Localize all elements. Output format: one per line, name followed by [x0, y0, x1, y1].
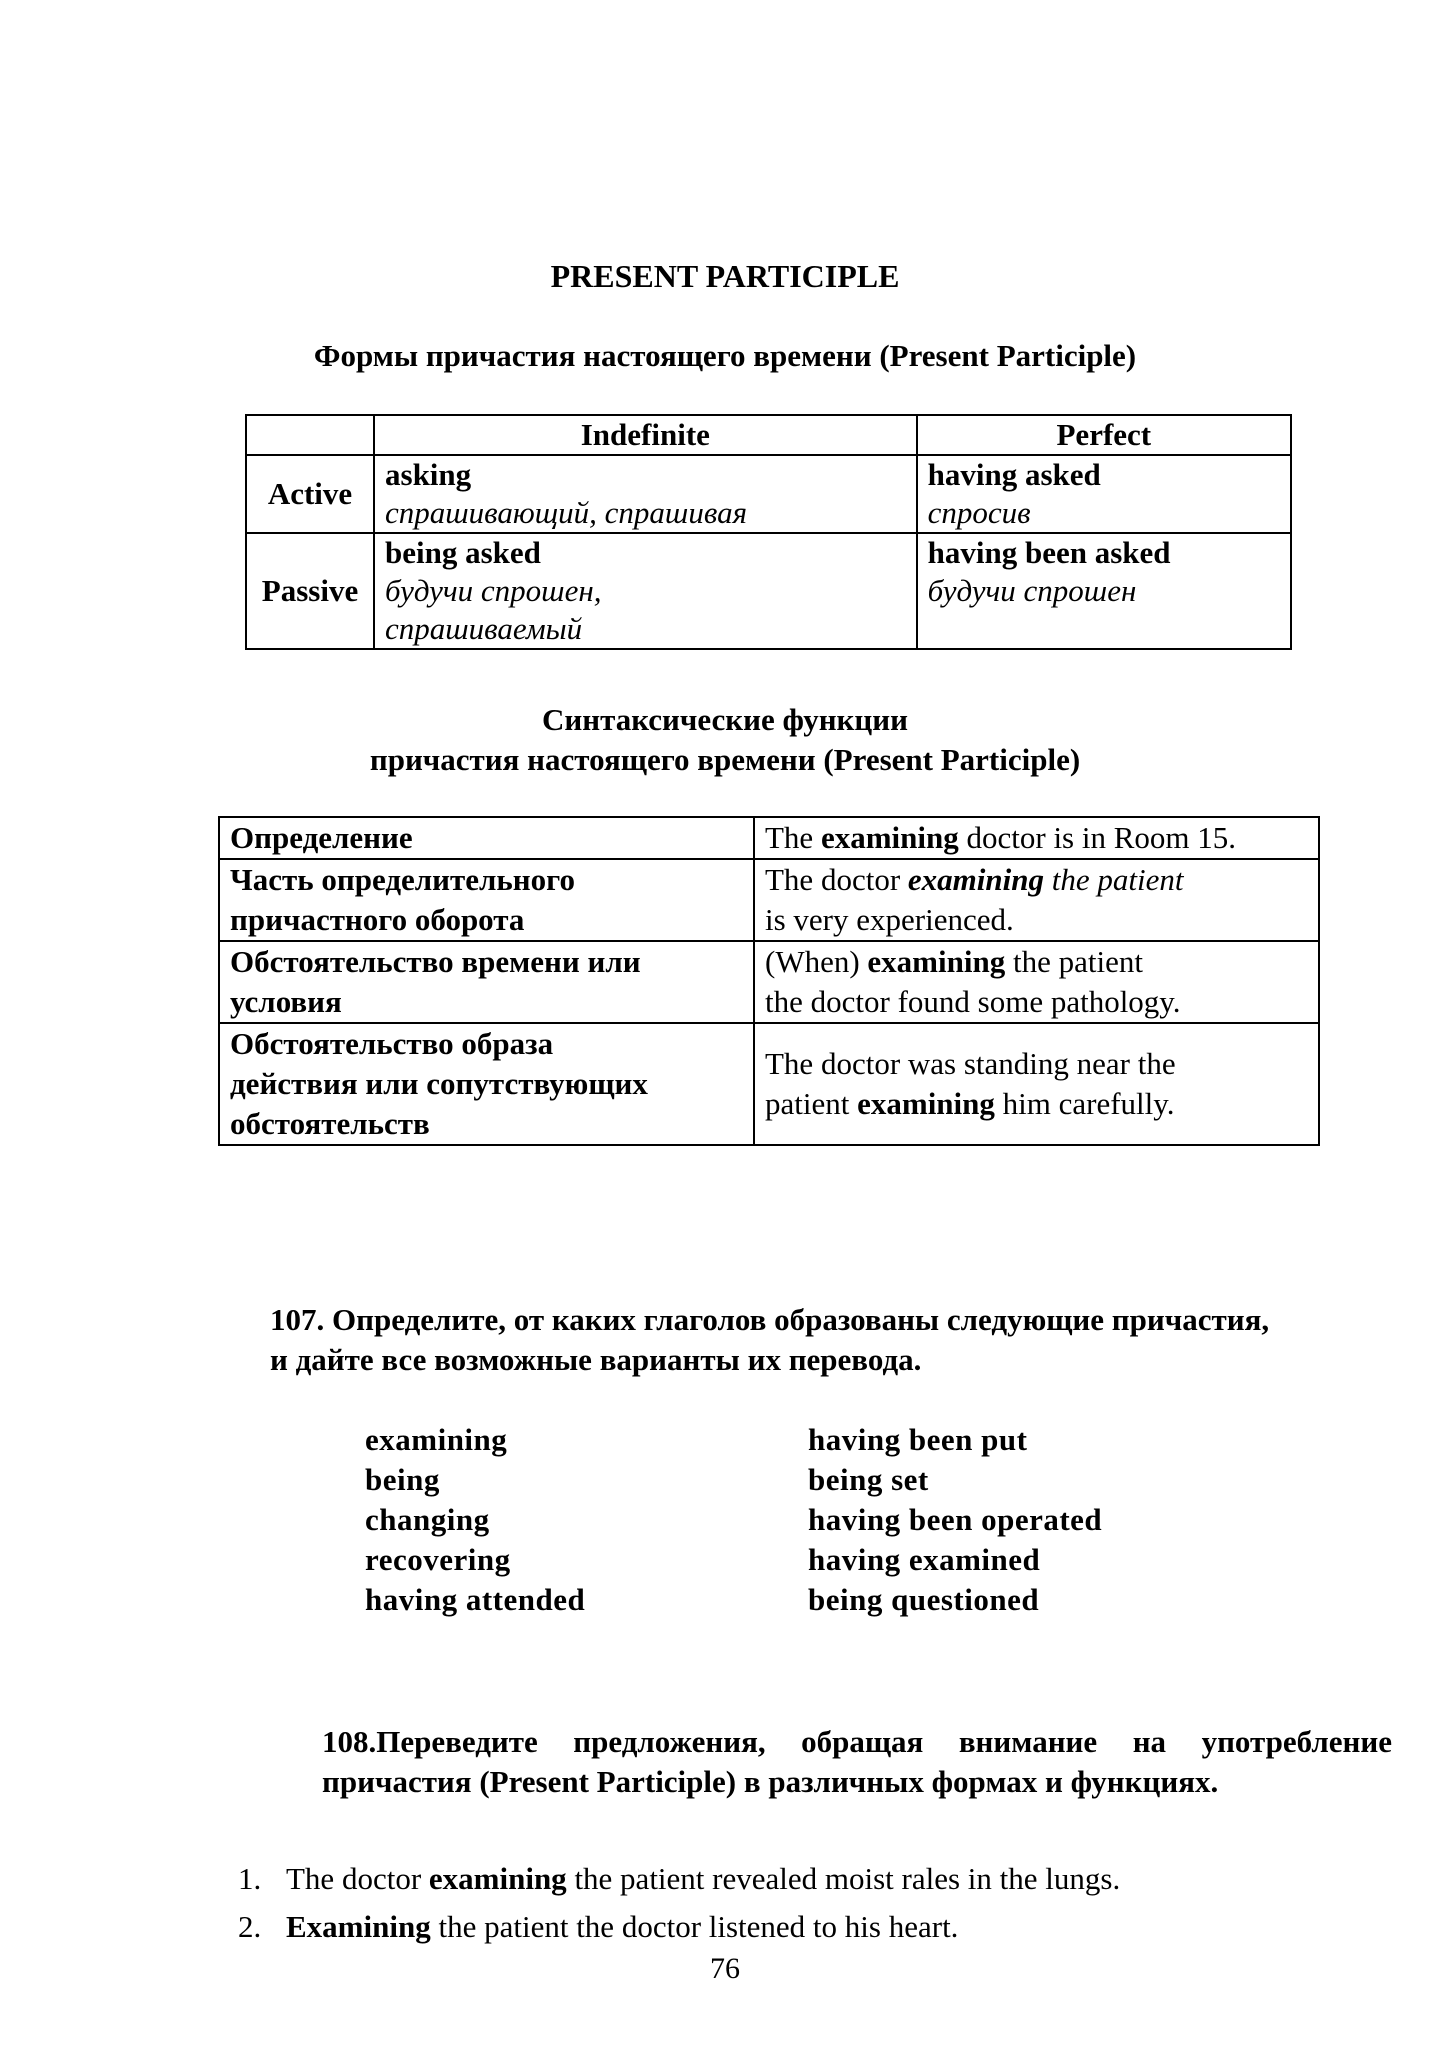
- translation: спрашиваемый: [385, 611, 583, 646]
- list-item: being set: [808, 1462, 929, 1497]
- example-line: [765, 942, 1308, 982]
- example-cell: [754, 1023, 1319, 1145]
- translation: будучи спрошен: [927, 573, 1137, 608]
- text-run: examining: [820, 820, 959, 855]
- text-run: doctor is in Room 15.: [958, 820, 1237, 855]
- list-item: [238, 1855, 1120, 1903]
- text-run: (When): [765, 944, 868, 979]
- text-run: The: [765, 820, 821, 855]
- text-run: The doctor was standing near the: [765, 1046, 1176, 1081]
- participle-form: having been asked: [927, 535, 1171, 570]
- translation: спрашивающий, спрашивая: [385, 495, 747, 530]
- list-item: having examined: [808, 1542, 1041, 1577]
- table-row: [219, 1023, 1319, 1145]
- text-run: The doctor: [765, 862, 908, 897]
- text-run: is very experienced.: [765, 902, 1014, 937]
- table-header-row: [246, 415, 1291, 455]
- text-run: the patient: [1005, 944, 1143, 979]
- function-label: Часть определительного: [230, 862, 575, 897]
- participle-forms-table: [245, 414, 1292, 650]
- list-item: being questioned: [808, 1582, 1040, 1617]
- list-item: having been operated: [808, 1502, 1103, 1537]
- translation: будучи спрошен,: [385, 573, 602, 608]
- column-header-perfect: Perfect: [917, 415, 1291, 455]
- text-run: examining: [428, 1861, 567, 1896]
- row-header-active: Active: [246, 455, 374, 533]
- function-label: Обстоятельство образа: [230, 1026, 554, 1061]
- exercise-107-heading: [270, 1300, 1400, 1380]
- function-cell: [219, 1023, 754, 1145]
- exercise-line: 107. Определите, от каких глаголов образованы следующие причастия,: [270, 1302, 1270, 1337]
- active-indefinite-cell: [374, 455, 917, 533]
- table-corner-cell: [246, 415, 374, 455]
- example-line: [765, 1084, 1308, 1124]
- text-run: him carefully.: [994, 1086, 1175, 1121]
- text-run: The doctor: [286, 1861, 429, 1896]
- example-line: [765, 818, 1308, 858]
- forms-table-heading: Формы причастия настоящего времени (Present Participle): [313, 338, 1137, 373]
- text-run: examining: [867, 944, 1006, 979]
- function-cell: [219, 941, 754, 1023]
- participle-form: being asked: [385, 535, 541, 570]
- word-list-right: [808, 1420, 1102, 1620]
- text-run: the patient the doctor listened to his heart.: [430, 1909, 959, 1944]
- function-cell: [219, 859, 754, 941]
- function-label: Обстоятельство времени или: [230, 944, 641, 979]
- table-row: [219, 941, 1319, 1023]
- item-number: 2.: [238, 1909, 262, 1944]
- text-run: patient: [765, 1086, 858, 1121]
- list-item: having been put: [808, 1422, 1028, 1457]
- exercise-line: и дайте все возможные варианты их перевода.: [270, 1342, 922, 1377]
- heading-line: Синтаксические функции: [541, 702, 909, 737]
- list-item: being: [365, 1462, 440, 1497]
- participle-form: having asked: [927, 457, 1101, 492]
- list-item: [238, 1903, 1120, 1951]
- example-line: [765, 1044, 1308, 1084]
- list-item: recovering: [365, 1542, 511, 1577]
- text-run: the patient: [1043, 862, 1184, 897]
- function-label: причастного оборота: [230, 902, 525, 937]
- word-list-left: [365, 1420, 585, 1620]
- example-cell: [754, 941, 1319, 1023]
- text-run: the doctor found some pathology.: [765, 984, 1181, 1019]
- list-item: changing: [365, 1502, 490, 1537]
- item-number: 1.: [238, 1861, 262, 1896]
- function-cell: [219, 817, 754, 859]
- translation: спросив: [927, 495, 1031, 530]
- heading-line: причастия настоящего времени (Present Participle): [369, 742, 1081, 777]
- function-label: обстоятельств: [230, 1106, 430, 1141]
- table-row-passive: [246, 533, 1291, 649]
- active-perfect-cell: [917, 455, 1291, 533]
- syntactic-functions-table: [218, 816, 1320, 1146]
- example-line: [765, 860, 1308, 900]
- text-run: examining: [857, 1086, 995, 1121]
- table-row: [219, 859, 1319, 941]
- example-line: [765, 900, 1308, 940]
- text-run: the patient revealed moist rales in the lungs.: [566, 1861, 1121, 1896]
- passive-perfect-cell: [917, 533, 1291, 649]
- function-label: Определение: [230, 820, 413, 855]
- participle-form: asking: [385, 457, 472, 492]
- example-line: [765, 982, 1308, 1022]
- text-run: examining: [907, 862, 1044, 897]
- example-cell: [754, 859, 1319, 941]
- functions-table-heading: [0, 700, 1450, 780]
- text-run: Examining: [286, 1909, 431, 1944]
- exercise-108-sentences: [238, 1855, 1120, 1951]
- page-number: 76: [710, 1952, 740, 1985]
- function-label: условия: [230, 984, 342, 1019]
- table-row: [219, 817, 1319, 859]
- passive-indefinite-cell: [374, 533, 917, 649]
- table-row-active: [246, 455, 1291, 533]
- example-cell: [754, 817, 1319, 859]
- exercise-108-heading: 108.Переведите предложения, обращая внимание на употребление причастия (Present Participle) в различных формах и функциях.: [322, 1724, 1392, 1799]
- page-title: PRESENT PARTICIPLE: [550, 258, 900, 294]
- list-item: having attended: [365, 1582, 586, 1617]
- row-header-passive: Passive: [246, 533, 374, 649]
- list-item: examining: [365, 1422, 508, 1457]
- column-header-indefinite: Indefinite: [374, 415, 917, 455]
- function-label: действия или сопутствующих: [230, 1066, 648, 1101]
